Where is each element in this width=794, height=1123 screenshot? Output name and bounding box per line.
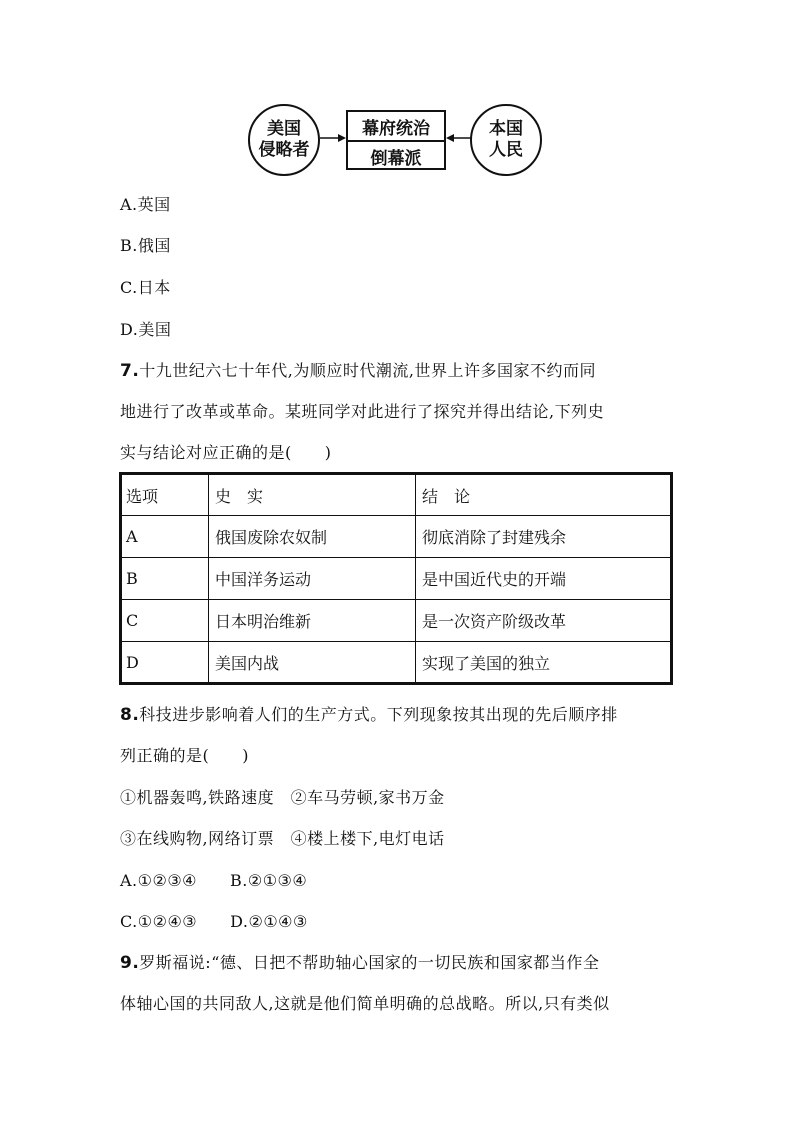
option-b: B.俄国 xyxy=(120,236,171,255)
option-c: C.日本 xyxy=(120,278,171,297)
table-header: 选项 xyxy=(121,474,209,516)
circle-label: 侵略者 xyxy=(258,140,310,160)
question-number: 9. xyxy=(120,953,140,973)
table-cell: A xyxy=(121,516,209,558)
table-row xyxy=(121,516,672,558)
anti-shogunate-label: 倒幕派 xyxy=(370,148,422,169)
table-cell: 是中国近代史的开端 xyxy=(416,558,672,600)
table-header-row xyxy=(121,474,672,516)
table-row xyxy=(121,642,672,684)
table-cell: 是一次资产阶级改革 xyxy=(416,600,672,642)
question-text: 罗斯福说:“德、日把不帮助轴心国家的一切民族和国家都当作全 xyxy=(139,953,600,972)
question-7-line xyxy=(120,358,596,381)
question-number: 8. xyxy=(120,705,140,725)
circle-label: 人民 xyxy=(489,140,523,160)
table-cell: 实现了美国的独立 xyxy=(416,642,672,684)
table-header: 结 论 xyxy=(416,474,672,516)
table-cell: 中国洋务运动 xyxy=(209,558,416,600)
arrow-left-icon xyxy=(446,132,472,144)
shogunate-label: 幕府统治 xyxy=(348,112,444,142)
question-8-options: C.①②④③ D.②①④③ xyxy=(120,912,308,931)
table-cell: C xyxy=(121,600,209,642)
question-number: 7. xyxy=(120,361,140,381)
question-8-line: 列正确的是( ) xyxy=(120,746,249,765)
question-8-options: A.①②③④ B.②①③④ xyxy=(120,871,308,890)
question-text: 科技进步影响着人们的生产方式。下列现象按其出现的先后顺序排 xyxy=(139,705,618,724)
table-cell: D xyxy=(121,642,209,684)
question-9-line xyxy=(120,950,599,973)
question-8-item: ①机器轰鸣,铁路速度 ②车马劳顿,家书万金 xyxy=(120,788,445,807)
center-box xyxy=(346,110,446,170)
option-d: D.美国 xyxy=(120,320,172,339)
circle-label: 美国 xyxy=(267,119,301,139)
arrow-right-icon xyxy=(320,132,346,144)
table-cell: 日本明治维新 xyxy=(209,600,416,642)
circle-label: 本国 xyxy=(489,119,523,139)
question-8-item: ③在线购物,网络订票 ④楼上楼下,电灯电话 xyxy=(120,829,445,848)
table-cell: 彻底消除了封建残余 xyxy=(416,516,672,558)
question-7-line: 地进行了改革或革命。某班同学对此进行了探究并得出结论,下列史 xyxy=(120,402,605,421)
us-invaders-circle xyxy=(248,104,320,176)
relationship-diagram xyxy=(244,102,554,180)
table-cell: B xyxy=(121,558,209,600)
option-a: A.英国 xyxy=(120,195,171,214)
question-8-line xyxy=(120,702,618,725)
answer-table xyxy=(119,472,673,685)
question-9-line: 体轴心国的共同敌人,这就是他们简单明确的总战略。所以,只有类似 xyxy=(120,994,610,1013)
question-7-line: 实与结论对应正确的是( ) xyxy=(120,443,332,462)
question-text: 十九世纪六七十年代,为顺应时代潮流,世界上许多国家不约而同 xyxy=(139,361,596,380)
table-header: 史 实 xyxy=(209,474,416,516)
table-cell: 俄国废除农奴制 xyxy=(209,516,416,558)
people-circle xyxy=(470,104,542,176)
table-row xyxy=(121,558,672,600)
table-row xyxy=(121,600,672,642)
table-cell: 美国内战 xyxy=(209,642,416,684)
